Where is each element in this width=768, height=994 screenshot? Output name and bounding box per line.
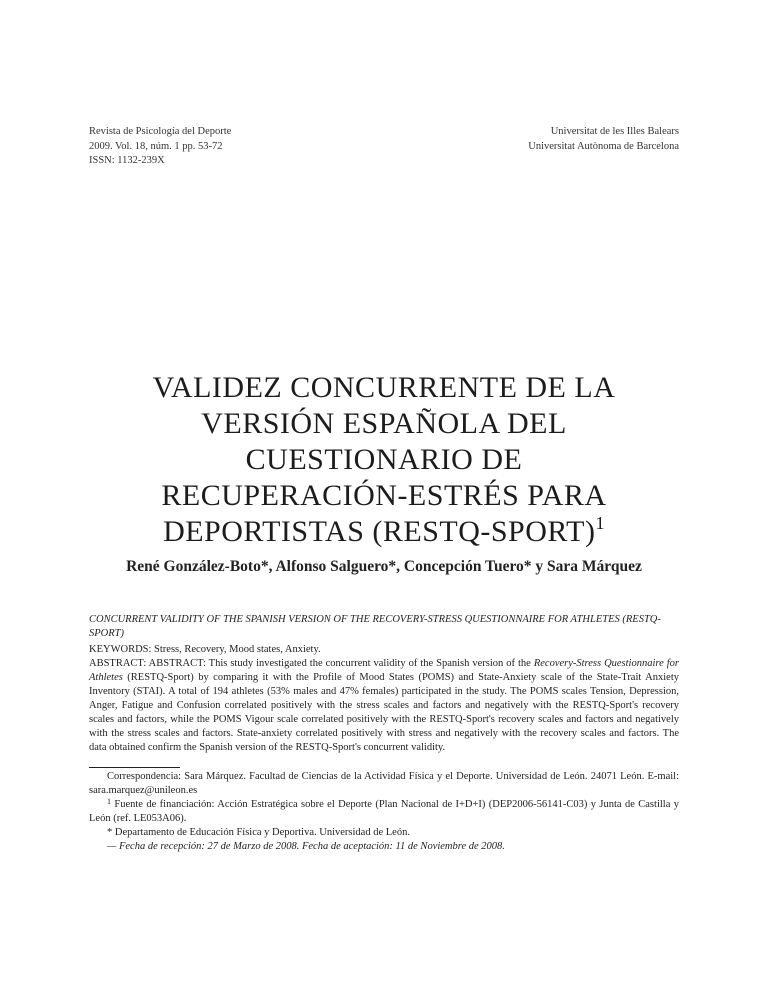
journal-volume: 2009. Vol. 18, núm. 1 pp. 53-72 [89,140,223,152]
title-line: VERSIÓN ESPAÑOLA DEL [201,407,567,440]
footnotes [89,770,679,854]
university-1: Universitat de les Illes Balears [550,126,679,137]
title-line: DEPORTISTAS (RESTQ-SPORT)$^1$ [163,513,605,548]
university-header [528,125,679,154]
title-line: RECUPERACIÓN-ESTRÉS PARA [161,479,607,512]
affiliation-note: * Departamento de Educación Física y Deportiva. Universidad de León. [107,827,410,838]
paper-title [60,370,708,550]
journal-name: Revista de Psicología del Deporte [89,126,232,137]
authors: René González-Boto*, Alfonso Salguero*, Concepción Tuero* y Sara Márquez [126,558,642,575]
english-title: CONCURRENT VALIDITY OF THE SPANISH VERSION OF THE RECOVERY-STRESS QUESTIONNAIRE FOR ATHLETES (RESTQ-SPORT) [89,614,661,639]
funding-note: $^1$ Fuente de financiación: Acción Estratégica sobre el Deporte (Plan Nacional de I+D+I) (DEP2006-56141-C03) y Junta de Castilla y León (ref. LE053A06). [89,797,679,824]
keywords: KEYWORDS: Stress, Recovery, Mood states, Anxiety. [89,644,321,655]
university-2: Universitat Autònoma de Barcelona [528,140,679,152]
correspondence-note: Correspondencia: Sara Márquez. Facultad de Ciencias de la Actividad Física y el Deporte. Universidad de León. 24071 León. E-mail: sara.marquez@unileon.es [89,771,679,796]
dates-note: — Fecha de recepción: 27 de Marzo de 2008. Fecha de aceptación: 11 de Noviembre de 2008. [107,841,505,852]
title-footnote-mark: 1 [595,513,605,533]
journal-header [89,125,231,169]
journal-issn: ISSN: 1132-239X [89,155,165,166]
title-line: CUESTIONARIO DE [245,443,523,476]
abstract-italic: Recovery-Stress Questionnaire for Athletes [89,658,679,683]
footnote-rule [89,767,180,768]
abstract: ABSTRACT: ABSTRACT: This study investigated the concurrent validity of the Spanish version of the Recovery-Stress Questionnaire for Athletes (RESTQ-Sport) by comparing it with the Profile of Mood States (POMS) and State-Anxiety scale of the State-Trait Anxiety Inventory (STAI). A total of 194 athletes (53% males and 47% females) participated in the study. The POMS scales Tension, Depression, Anger, Fatigue and Confusion correlated positively with the stress scales and factors and negatively with the RESTQ-Sport's recovery scales and factors, while the POMS Vigour scale correlated positively with the RESTQ-Sport's recovery scales and factors and negatively with the stress scales and factors. State-anxiety correlated positively with stress and negatively with the recovery scales and factors. The data obtained confirm the Spanish version of the RESTQ-Sport's concurrent validity. [89,658,679,753]
title-line: VALIDEZ CONCURRENTE DE LA [152,371,616,404]
